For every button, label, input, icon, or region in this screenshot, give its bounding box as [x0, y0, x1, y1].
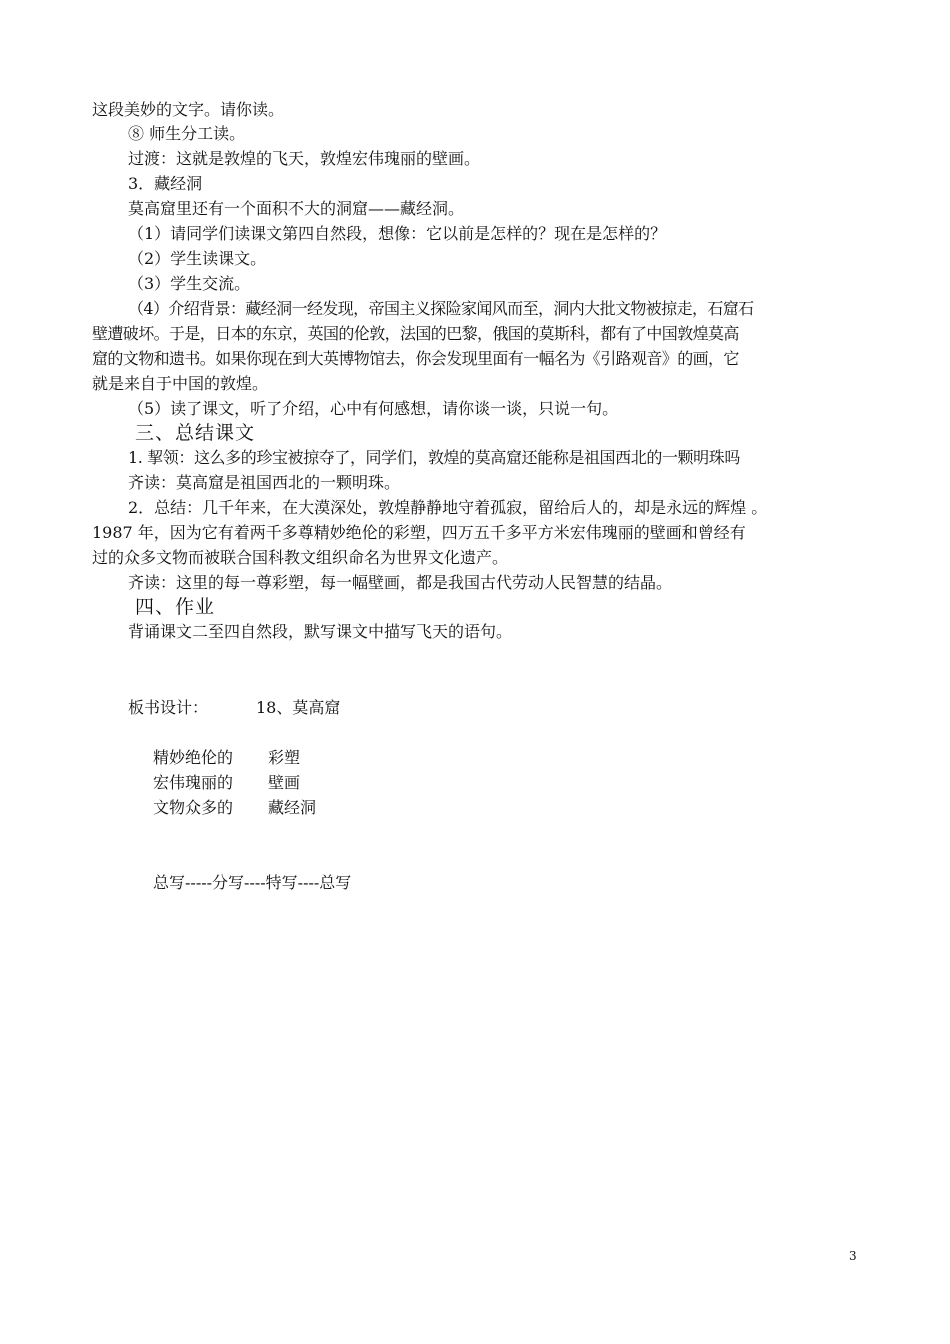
text-line: 过的众多文物而被联合国科教文组织命名为世界文化遗产。: [92, 548, 509, 567]
text-line: 齐读：这里的每一尊彩塑，每一幅壁画，都是我国古代劳动人民智慧的结晶。: [128, 573, 673, 592]
page-number: 3: [849, 1249, 857, 1263]
board-design-label: 板书设计：: [128, 698, 209, 717]
board-design-descriptor: 精妙绝伦的: [153, 748, 234, 767]
board-design-item: 藏经洞: [268, 798, 317, 817]
text-line: （5）读了课文，听了介绍，心中有何感想，请你谈一谈，只说一句。: [128, 399, 619, 418]
text-line: 齐读：莫高窟是祖国西北的一颗明珠。: [128, 473, 401, 492]
text-line: 莫高窟里还有一个面积不大的洞窟——藏经洞。: [128, 199, 465, 218]
text-line: 1. 挈领：这么多的珍宝被掠夺了，同学们，敦煌的莫高窟还能称是祖国西北的一颗明珠吗: [128, 448, 740, 467]
text-line: 背诵课文二至四自然段，默写课文中描写飞天的语句。: [128, 622, 513, 641]
text-line: 壁遭破坏。于是，日本的东京，英国的伦敦，法国的巴黎，俄国的莫斯科，都有了中国敦煌莫高: [92, 324, 739, 343]
text-line: （2）学生读课文。: [128, 249, 267, 268]
board-design-title: 18、莫高窟: [256, 698, 341, 717]
text-line: （1）请同学们读课文第四自然段，想像：它以前是怎样的？现在是怎样的？: [128, 224, 667, 243]
text-line: 这段美妙的文字。请你读。: [92, 100, 285, 119]
text-line: 1987 年，因为它有着两千多尊精妙绝伦的彩塑，四万五千多平方米宏伟瑰丽的壁画和曾经有: [92, 523, 746, 542]
section-heading-homework: 四、作业: [135, 596, 216, 618]
text-line: （4）介绍背景：藏经洞一经发现，帝国主义探险家闻风而至，洞内大批文物被掠走，石窟石: [128, 299, 754, 318]
board-design-item: 壁画: [268, 773, 301, 792]
board-design-descriptor: 文物众多的: [153, 798, 234, 817]
board-design-item: 彩塑: [268, 748, 301, 767]
section-heading-cangjingdong: 3．藏经洞: [128, 174, 203, 193]
text-line: 过渡：这就是敦煌的飞天，敦煌宏伟瑰丽的壁画。: [128, 149, 481, 168]
text-line: 窟的文物和遗书。如果你现在到大英博物馆去，你会发现里面有一幅名为《引路观音》的画，它: [92, 349, 739, 368]
section-heading-summary: 三、总结课文: [135, 422, 256, 444]
text-line: 2．总结：几千年来，在大漠深处，敦煌静静地守着孤寂，留给后人的，却是永远的辉煌 。: [128, 498, 768, 517]
board-design-descriptor: 宏伟瑰丽的: [153, 773, 234, 792]
board-design-summary: 总写-----分写----特写----总写: [153, 873, 352, 892]
text-line: 就是来自于中国的敦煌。: [92, 374, 269, 393]
text-line: ⑧ 师生分工读。: [128, 124, 246, 143]
text-line: （3）学生交流。: [128, 274, 251, 293]
